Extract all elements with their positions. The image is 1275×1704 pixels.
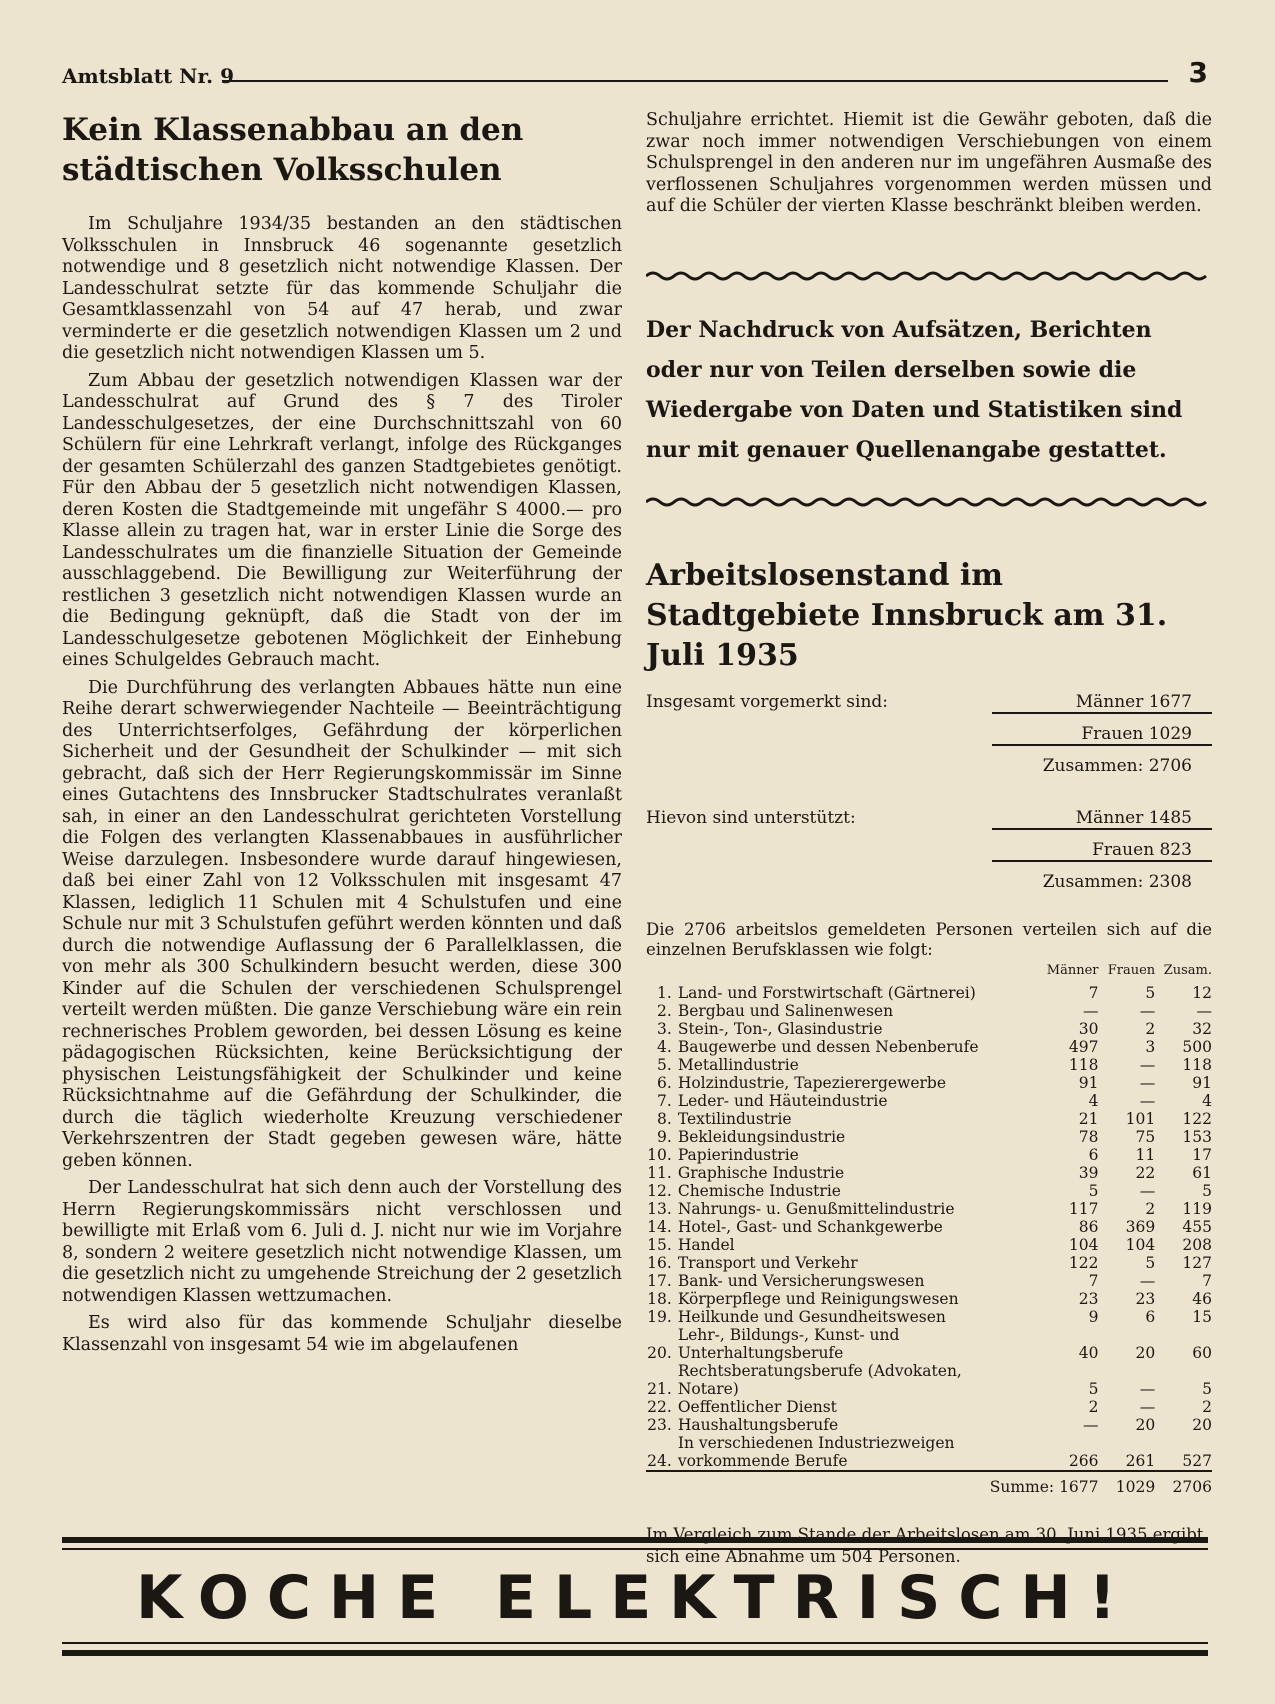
women-count: 3 — [1145, 1037, 1156, 1056]
stat-row — [646, 750, 1212, 782]
table-row — [646, 1326, 1212, 1362]
row-number: 1. — [657, 983, 672, 1002]
total-count: 46 — [1192, 1289, 1212, 1308]
occupation-name: Nahrungs- u. Genußmittelindustrie — [677, 1199, 955, 1218]
men-count: 86 — [1078, 1217, 1099, 1236]
stat-row — [646, 686, 1212, 718]
men-count: 78 — [1078, 1127, 1099, 1146]
men-count: 2 — [1088, 1397, 1099, 1416]
supported-label: Hievon sind unterstützt: — [646, 807, 856, 828]
row-number: 4. — [657, 1037, 672, 1056]
row-number: 13. — [647, 1199, 672, 1218]
total-count: 17 — [1192, 1145, 1212, 1164]
row-number: 21. — [647, 1379, 672, 1398]
supported-men: Männer 1485 — [992, 808, 1212, 830]
men-count: 7 — [1088, 983, 1099, 1002]
table-row — [646, 1200, 1212, 1218]
article-paragraph-3: Die Durchführung des verlangten Abbaues hätte nun eine Reihe derart schwerwiegender Nachteile — Beeinträchtigung des Unterrichtserfolges, Gefährdung der körperlichen Sicherheit und der Gesundheit der Schulkinder — mit sich gebracht, daß sich der Herr Regierungskommissär im Sinne eines Gutachtens des Innsbrucker Stadtschulrates veranlaßt sah, in einer an den Landesschulrat gerichteten Vorstellung die Folgen des verlangten Klassenabbaues in ausführlicher Weise darzulegen. Insbesondere wurde darauf hingewiesen, daß bei einer Zahl von 12 Volksschulen mit insgesamt 47 Klassen, lediglich 11 Schulen mit 4 Schulstufen und eine Schule nur mit 3 Schulstufen geführt werden könnten und daß durch die notwendige Auflassung der 6 Parallelklassen, die von mehr als 300 Schulkindern besucht werden, diese 300 Kinder auf die Schulen der verschiedenen Schulsprengel verteilt werden müßten. Die ganze Verschiebung wäre ein rein rechnerisches Problem geworden, bei dessen Lösung es keine pädagogischen Rücksichten, keine Berücksichtigung der physischen Leistungsfähigkeit der Schulkinder und keine Rücksichtnahme auf die Gefährdung der Schulkinder, die durch die täglich wiederholte Kreuzung verschiedener Verkehrszentren der Stadt gegeben gewesen wäre, hätte geben können. — [62, 677, 622, 1171]
men-count: 23 — [1078, 1289, 1099, 1308]
men-count: 39 — [1078, 1163, 1099, 1182]
occupation-name: Heilkunde und Gesundheitswesen — [677, 1307, 946, 1326]
right-column — [646, 110, 1212, 1568]
men-count: 21 — [1078, 1109, 1099, 1128]
article-paragraph-5: Es wird also für das kommende Schuljahr dieselbe Klassenzahl von insgesamt 54 wie im abgelaufenen — [62, 1313, 622, 1355]
supported-total: Zusammen: 2308 — [1042, 871, 1192, 892]
occupation-name: Bekleidungsindustrie — [677, 1127, 846, 1146]
table-row — [646, 1272, 1212, 1290]
row-number: 23. — [647, 1415, 672, 1434]
occupation-name: Handel — [677, 1235, 735, 1254]
women-count: 11 — [1135, 1145, 1156, 1164]
reprint-notice: Der Nachdruck von Aufsätzen, Berichten oder nur von Teilen derselben sowie die Wiedergabe von Daten und Statistiken sind nur mit genauer Quellenangabe gestattet. — [646, 316, 1183, 463]
women-count: — — [1139, 1091, 1156, 1110]
total-count: 527 — [1182, 1451, 1212, 1470]
table-row — [646, 1074, 1212, 1092]
row-number: 5. — [657, 1055, 672, 1074]
table-row — [646, 1362, 1212, 1398]
article-paragraph-4: Der Landesschulrat hat sich denn auch der Vorstellung des Herrn Regierungskommissärs nicht verschlossen und bewilligte mit Erlaß vom 6. Juli d. J. nicht nur wie im Vorjahre 8, sondern 2 weitere gesetzlich nicht notwendige Klassen, um die gesetzlich nicht zu umgehende Streichung der 2 gesetzlich notwendigen Klassen wettzumachen. — [62, 1178, 622, 1306]
sum-row — [646, 1471, 1212, 1496]
row-number: 8. — [657, 1109, 672, 1128]
total-count: 15 — [1192, 1307, 1212, 1326]
row-number: 20. — [647, 1343, 672, 1362]
total-count: 208 — [1182, 1235, 1212, 1254]
occupation-name: Rechtsberatungsberufe (Advokaten, Notare) — [677, 1361, 962, 1398]
occupation-name: Chemische Industrie — [677, 1181, 841, 1200]
total-count: 5 — [1202, 1181, 1212, 1200]
row-number: 16. — [647, 1253, 672, 1272]
supported-block — [646, 802, 1212, 898]
row-number: 22. — [647, 1397, 672, 1416]
occupation-name: Haushaltungsberufe — [677, 1415, 839, 1434]
column-header: Zusam. — [1163, 962, 1212, 978]
total-count: — — [1196, 1001, 1212, 1020]
women-count: 20 — [1135, 1343, 1156, 1362]
men-count: 118 — [1068, 1055, 1099, 1074]
table-row — [646, 1056, 1212, 1074]
row-number: 18. — [647, 1289, 672, 1308]
total-count: 61 — [1192, 1163, 1212, 1182]
row-number: 7. — [657, 1091, 672, 1110]
women-count: 22 — [1135, 1163, 1156, 1182]
advertisement-banner: KOCHE ELEKTRISCH! — [136, 1563, 1134, 1633]
women-count: 2 — [1145, 1019, 1156, 1038]
total-count: 91 — [1192, 1073, 1212, 1092]
men-count: 122 — [1068, 1253, 1099, 1272]
men-count: 6 — [1088, 1145, 1099, 1164]
sum-women: 1029 — [1099, 1471, 1156, 1496]
men-count: 40 — [1078, 1343, 1099, 1362]
header-rule — [222, 80, 1168, 82]
banner-rule — [62, 1650, 1208, 1656]
table-row — [646, 1146, 1212, 1164]
row-number: 14. — [647, 1217, 672, 1236]
table-row — [646, 1092, 1212, 1110]
table-row — [646, 1128, 1212, 1146]
registered-block — [646, 686, 1212, 782]
occupation-name: Metallindustrie — [677, 1055, 799, 1074]
total-count: 153 — [1182, 1127, 1212, 1146]
occupation-name: In verschiedenen Industriezweigen vorkommende Berufe — [677, 1433, 955, 1470]
women-count: — — [1139, 1055, 1156, 1074]
occupation-name: Oeffentlicher Dienst — [677, 1397, 837, 1416]
column-header: Männer — [1046, 962, 1099, 978]
occupation-name: Baugewerbe und dessen Nebenberufe — [677, 1037, 979, 1056]
total-count: 12 — [1192, 983, 1212, 1002]
sum-total: 2706 — [1155, 1471, 1212, 1496]
comparison-note: Im Vergleich zum Stande der Arbeitslosen am 30. Juni 1935 ergibt sich eine Abnahme um 504 Personen. — [646, 1524, 1204, 1566]
men-count: 5 — [1088, 1181, 1099, 1200]
total-count: 455 — [1182, 1217, 1212, 1236]
article-continuation: Schuljahre errichtet. Hiemit ist die Gewähr geboten, daß die zwar noch immer notwendigen Verschiebungen von einem Schulsprengel in den anderen nur im ungefähren Ausmaße des verflossenen Schuljahres vorgenommen werden müssen und auf die Schüler der vierten Klasse beschränkt bleiben werden. — [646, 110, 1212, 216]
table-row — [646, 1308, 1212, 1326]
row-number: 2. — [657, 1001, 672, 1020]
total-count: 127 — [1182, 1253, 1212, 1272]
occupation-name: Textilindustrie — [677, 1109, 792, 1128]
total-count: 60 — [1192, 1343, 1212, 1362]
occupation-name: Papierindustrie — [677, 1145, 799, 1164]
table-row — [646, 1236, 1212, 1254]
stat-row — [646, 866, 1212, 898]
men-count: 91 — [1078, 1073, 1099, 1092]
sum-men: Summe: 1677 — [990, 1471, 1099, 1496]
table-row — [646, 1434, 1212, 1471]
total-count: 7 — [1202, 1271, 1212, 1290]
occupation-name: Transport und Verkehr — [677, 1253, 858, 1272]
women-count: — — [1139, 1271, 1156, 1290]
banner-rule — [62, 1548, 1208, 1550]
women-count: 104 — [1125, 1235, 1156, 1254]
stat-row — [646, 718, 1212, 750]
spacer — [646, 1471, 678, 1496]
total-count: 500 — [1182, 1037, 1212, 1056]
banner-rule — [62, 1642, 1208, 1644]
women-count: 75 — [1135, 1127, 1156, 1146]
article-paragraph-1: Im Schuljahre 1934/35 bestanden an den städtischen Volksschulen in Innsbruck 46 sogenannte gesetzlich notwendige und 8 gesetzlich nicht notwendige Klassen. Der Landesschulrat setzte für das kommende Schuljahr die Gesamtklassenzahl von 54 auf 47 herab, und zwar verminderte er die gesetzlich notwendigen Klassen um 2 und die gesetzlich nicht notwendigen Klassen um 5. — [62, 214, 622, 363]
table-row — [646, 1038, 1212, 1056]
publication-name: Amtsblatt Nr. 9 — [62, 64, 234, 88]
distribution-intro: Die 2706 arbeitslos gemeldeten Personen verteilen sich auf die einzelnen Berufsklassen wie folgt: — [646, 919, 1212, 959]
article-paragraph-2: Zum Abbau der gesetzlich notwendigen Klassen war der Landesschulrat auf Grund des § 7 des Tiroler Landesschulgesetzes, der eine Durchschnittszahl von 60 Schülern für eine Lehrkraft verlangt, infolge des Rückganges der gesamten Schülerzahl des ganzen Stadtgebietes genötigt. Für den Abbau der 5 gesetzlich nicht notwendigen Klassen, deren Kosten die Stadtgemeinde mit ungefähr S 4000.— pro Klasse allein zu tragen hat, war in erster Linie die Sorge des Landesschulrates um die finanzielle Situation der Gemeinde ausschlaggebend. Die Bewilligung zur Weiterführung der restlichen 3 gesetzlich nicht notwendigen Klassen wurde an die Bedingung geknüpft, daß die Stadt von der im Landesschulgesetze gebotenen Möglichkeit der Einhebung eines Schulgeldes Gebrauch macht. — [62, 370, 622, 670]
table-row — [646, 1416, 1212, 1434]
table-row — [646, 1182, 1212, 1200]
women-count: 261 — [1125, 1451, 1156, 1470]
row-number: 9. — [657, 1127, 672, 1146]
article-title: Kein Klassenabbau an den städtischen Volksschulen — [62, 112, 524, 188]
occupation-name: Leder- und Häuteindustrie — [677, 1091, 888, 1110]
table-row — [646, 1218, 1212, 1236]
table-row — [646, 1398, 1212, 1416]
total-count: 20 — [1192, 1415, 1212, 1434]
women-count: 6 — [1145, 1307, 1156, 1326]
registered-label: Insgesamt vorgemerkt sind: — [646, 691, 889, 712]
occupation-name: Körperpflege und Reinigungswesen — [677, 1289, 959, 1308]
women-count: 5 — [1145, 983, 1156, 1002]
table-row — [646, 1110, 1212, 1128]
row-number: 6. — [657, 1073, 672, 1092]
total-count: 2 — [1202, 1397, 1212, 1416]
row-number: 15. — [647, 1235, 672, 1254]
occupation-name: Stein-, Ton-, Glasindustrie — [677, 1019, 883, 1038]
occupation-name: Land- und Forstwirtschaft (Gärtnerei) — [677, 983, 976, 1002]
table-row — [646, 1254, 1212, 1272]
total-count: 119 — [1182, 1199, 1212, 1218]
men-count: — — [1083, 1001, 1099, 1020]
total-count: 4 — [1202, 1091, 1212, 1110]
row-number: 3. — [657, 1019, 672, 1038]
men-count: 104 — [1068, 1235, 1099, 1254]
occupation-name: Bergbau und Salinenwesen — [677, 1001, 894, 1020]
men-count: — — [1083, 1415, 1099, 1434]
table-row — [646, 1002, 1212, 1020]
unemployment-title: Arbeitslosenstand im Stadtgebiete Innsbruck am 31. Juli 1935 — [646, 557, 1168, 673]
column-header: Frauen — [1107, 962, 1156, 978]
table-row — [646, 1164, 1212, 1182]
women-count: — — [1139, 1379, 1156, 1398]
women-count: 20 — [1135, 1415, 1156, 1434]
men-count: 5 — [1088, 1379, 1099, 1398]
men-count: 266 — [1068, 1451, 1099, 1470]
row-number: 17. — [647, 1271, 672, 1290]
men-count: 7 — [1088, 1271, 1099, 1290]
occupation-name: Lehr-, Bildungs-, Kunst- und Unterhaltungsberufe — [677, 1325, 900, 1362]
women-count: 369 — [1125, 1217, 1156, 1236]
total-count: 118 — [1182, 1055, 1212, 1074]
women-count: — — [1139, 1073, 1156, 1092]
women-count: — — [1139, 1181, 1156, 1200]
stat-row — [646, 834, 1212, 866]
row-number: 10. — [647, 1145, 672, 1164]
registered-women: Frauen 1029 — [992, 724, 1212, 746]
occupation-name: Hotel-, Gast- und Schankgewerbe — [677, 1217, 943, 1236]
women-count: — — [1139, 1397, 1156, 1416]
men-count: 9 — [1088, 1307, 1099, 1326]
occupation-name: Bank- und Versicherungswesen — [677, 1271, 925, 1290]
article-column — [62, 110, 622, 1362]
women-count: 23 — [1135, 1289, 1156, 1308]
page-header — [62, 56, 1208, 90]
table-row — [646, 1290, 1212, 1308]
stat-row — [646, 802, 1212, 834]
women-count: 101 — [1125, 1109, 1156, 1128]
table-row — [646, 1020, 1212, 1038]
row-number: 24. — [647, 1451, 672, 1470]
total-count: 5 — [1202, 1379, 1212, 1398]
row-number: 12. — [647, 1181, 672, 1200]
wavy-divider — [646, 270, 1212, 282]
women-count: 2 — [1145, 1199, 1156, 1218]
men-count: 117 — [1068, 1199, 1099, 1218]
registered-men: Männer 1677 — [992, 692, 1212, 714]
occupation-name: Graphische Industrie — [677, 1163, 845, 1182]
total-count: 122 — [1182, 1109, 1212, 1128]
page-number: 3 — [1188, 56, 1208, 89]
women-count: 5 — [1145, 1253, 1156, 1272]
occupation-table — [646, 962, 1212, 1496]
men-count: 497 — [1068, 1037, 1099, 1056]
row-number: 11. — [647, 1163, 672, 1182]
supported-women: Frauen 823 — [992, 840, 1212, 862]
men-count: 4 — [1088, 1091, 1099, 1110]
table-row — [646, 984, 1212, 1002]
banner-rule — [62, 1537, 1208, 1543]
wavy-divider — [646, 496, 1212, 508]
table-header-row — [646, 962, 1212, 984]
men-count: 30 — [1078, 1019, 1099, 1038]
occupation-name: Holzindustrie, Tapezierergewerbe — [677, 1073, 947, 1092]
women-count: — — [1139, 1001, 1156, 1020]
spacer — [678, 1471, 990, 1496]
registered-total: Zusammen: 2706 — [1042, 755, 1192, 776]
row-number: 19. — [647, 1307, 672, 1326]
total-count: 32 — [1192, 1019, 1212, 1038]
